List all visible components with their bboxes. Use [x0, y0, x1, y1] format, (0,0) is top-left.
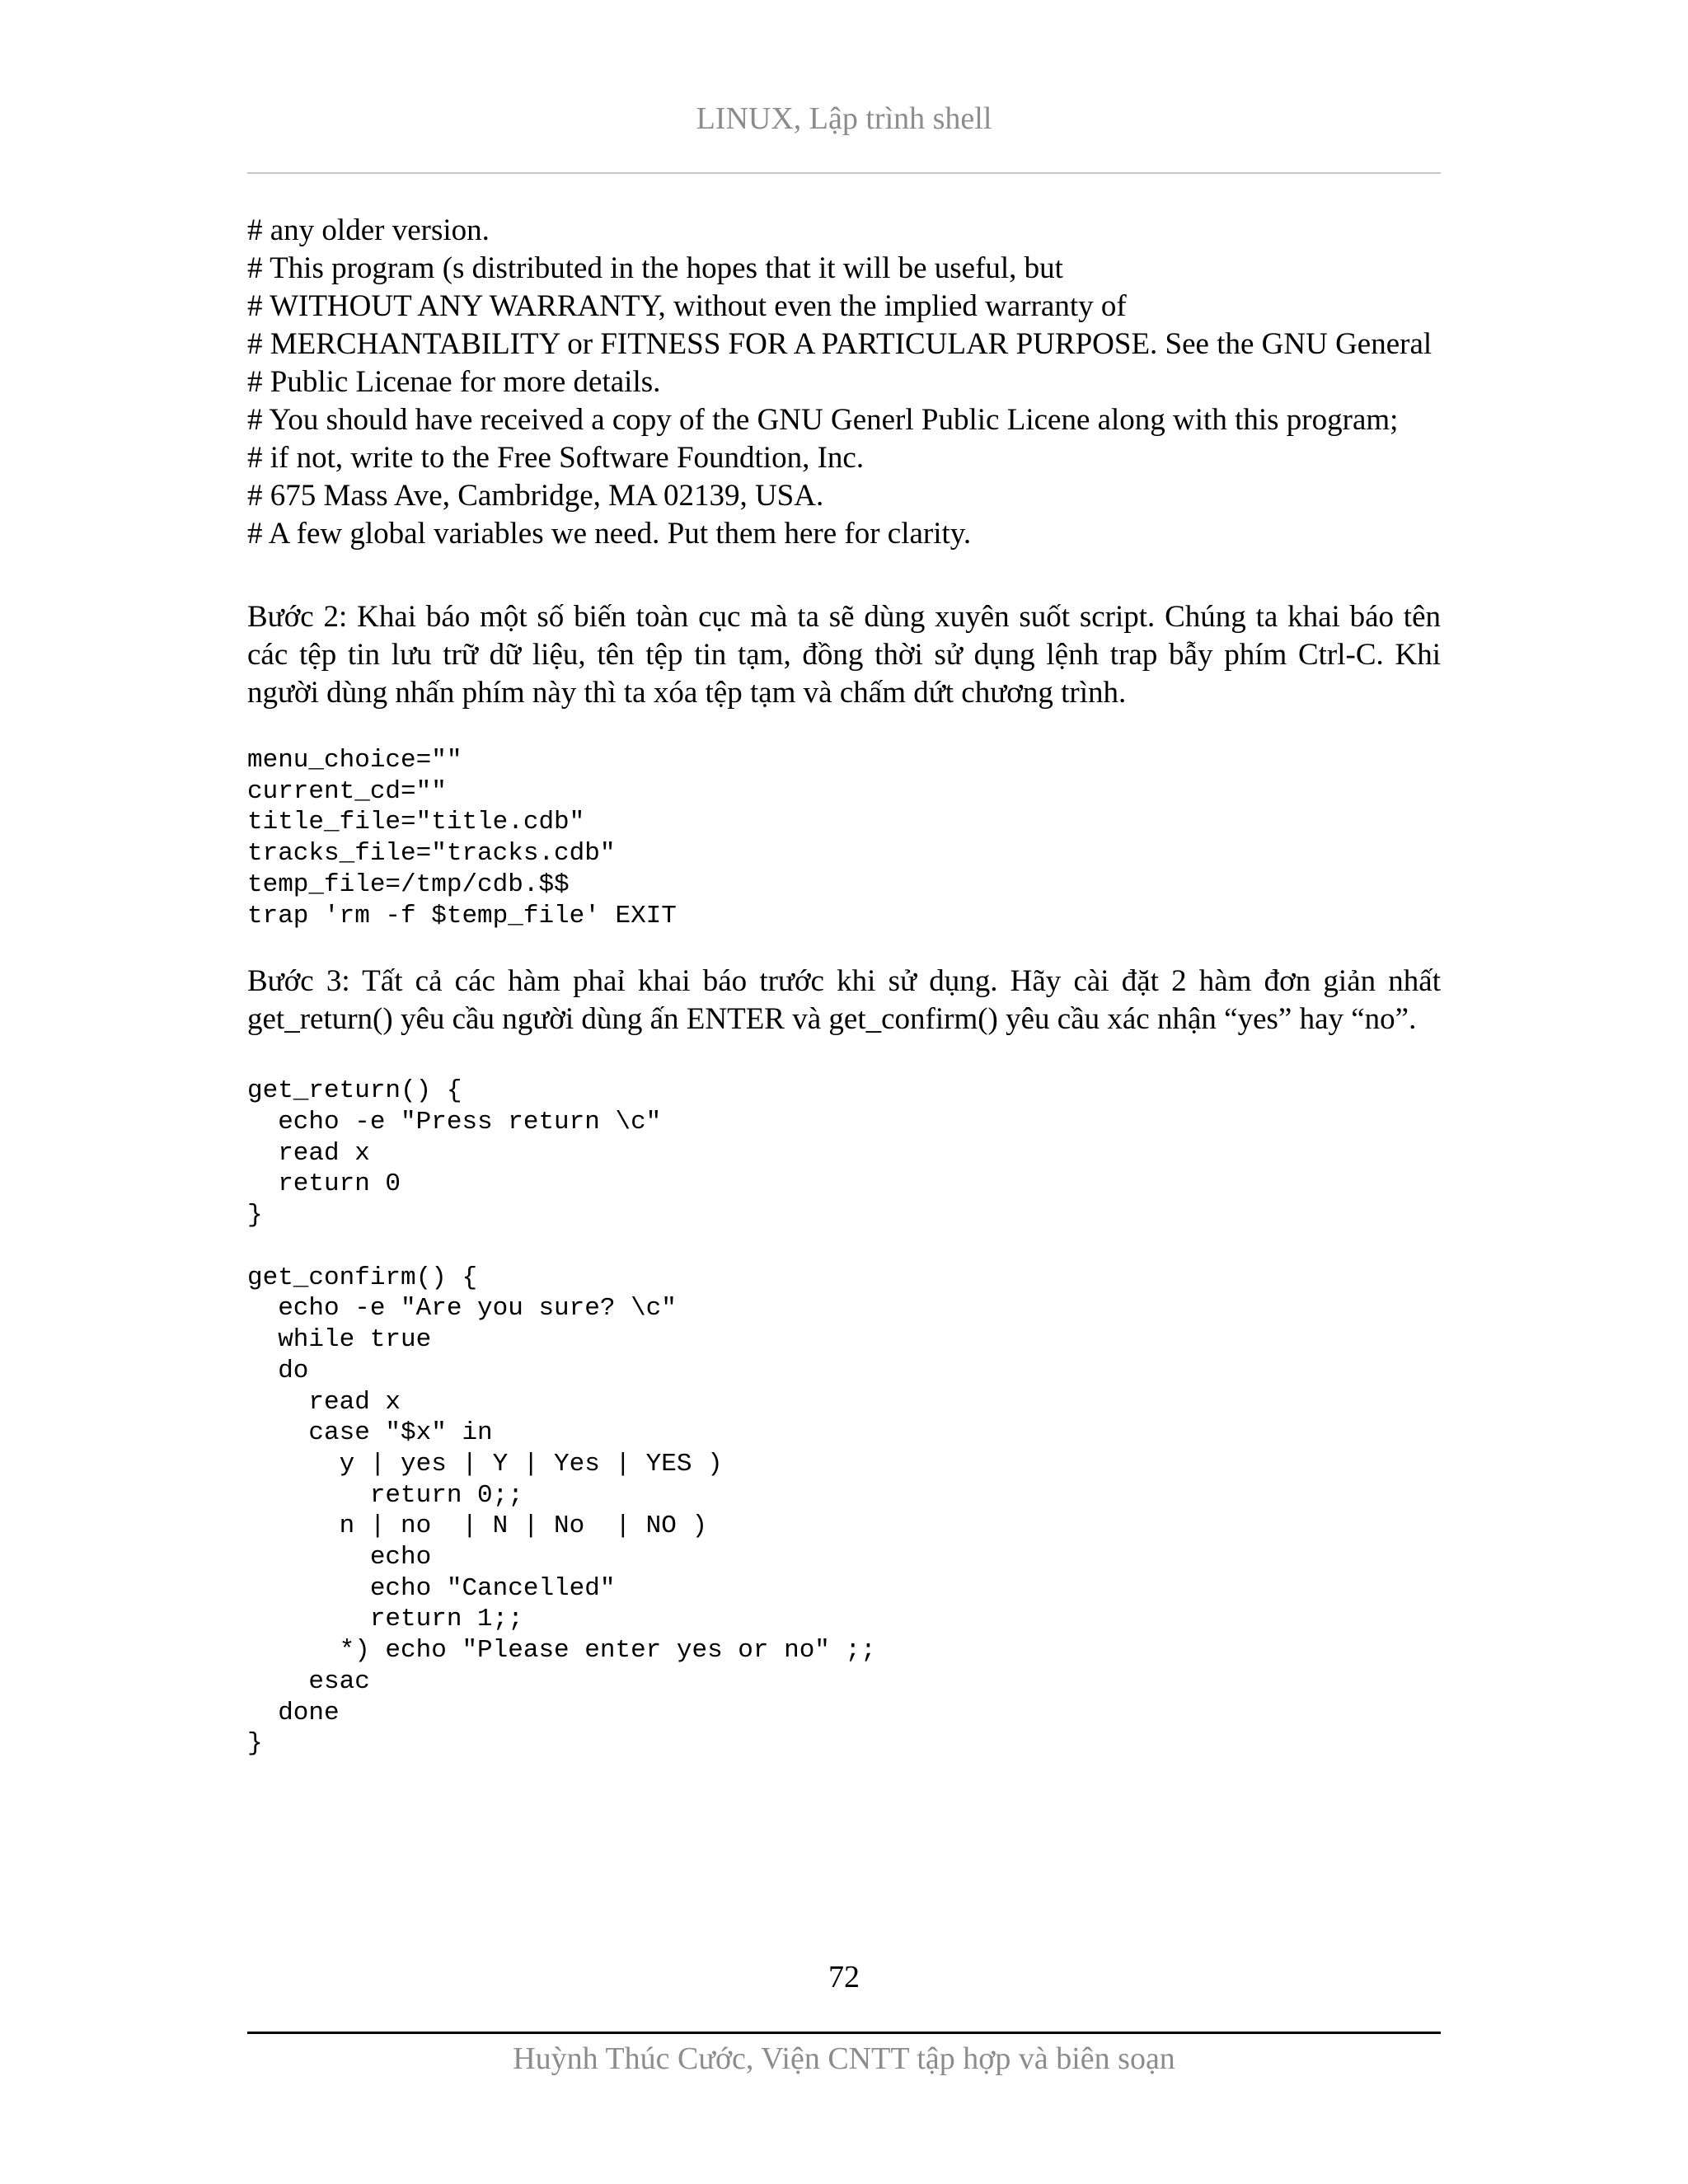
step-2-paragraph: Bước 2: Khai báo một số biến toàn cục mà ta sẽ dùng xuyên suốt script. Chúng ta khai báo tên các tệp tin lưu trữ dữ liệu, tên tệp tin tạm, đồng thời sử dụng lệnh trap bẫy phím Ctrl-C. Khi người dùng nhấn phím này thì ta xóa tệp tạm và chấm dứt chương trình.	[247, 600, 1441, 710]
footer-divider	[247, 2032, 1441, 2034]
license-line: # WITHOUT ANY WARRANTY, without even the implied warranty of	[247, 289, 1127, 323]
header-divider	[247, 172, 1441, 174]
license-line: # 675 Mass Ave, Cambridge, MA 02139, USA.	[247, 479, 824, 513]
step-3-paragraph: Bước 3: Tất cả các hàm phaỉ khai báo trước khi sử dụng. Hãy cài đặt 2 hàm đơn giản nhất get_return() yêu cầu người dùng ấn ENTER và get_confirm() yêu cầu xác nhận “yes” hay “no”.	[247, 964, 1441, 1037]
running-footer: Huỳnh Thúc Cước, Viện CNTT tập hợp và biên soạn	[513, 2041, 1175, 2076]
license-line: # You should have received a copy of the GNU Generl Public Licene along with this program;	[247, 403, 1399, 437]
license-comment-block	[247, 212, 1441, 553]
code-block-get-return: get_return() { echo -e "Press return \c" read x return 0 }	[247, 1076, 662, 1230]
page-content	[247, 212, 1441, 1760]
running-header: LINUX, Lập trình shell	[696, 101, 992, 136]
license-line: # if not, write to the Free Software Foundtion, Inc.	[247, 441, 865, 475]
code-block-get-confirm: get_confirm() { echo -e "Are you sure? \c" while true do read x case "$x" in y | yes | Y | Yes | YES ) return 0;; n | no | N | No | NO ) echo echo "Cancelled" return 1;; *) echo "Please enter yes or no" ;; esac done }	[247, 1263, 876, 1759]
license-line: # This program (s distributed in the hopes that it will be useful, but	[247, 251, 1063, 285]
license-line: # MERCHANTABILITY or FITNESS FOR A PARTICULAR PURPOSE. See the GNU General	[247, 327, 1432, 361]
license-line: # any older version.	[247, 213, 490, 247]
license-line: # Public Licenae for more details.	[247, 365, 661, 399]
code-block-global-variables: menu_choice="" current_cd="" title_file="title.cdb" tracks_file="tracks.cdb" temp_file=/tmp/cdb.$$ trap 'rm -f $temp_file' EXIT	[247, 746, 677, 930]
page-number: 72	[828, 1960, 860, 1994]
license-line: # A few global variables we need. Put them here for clarity.	[247, 517, 972, 551]
